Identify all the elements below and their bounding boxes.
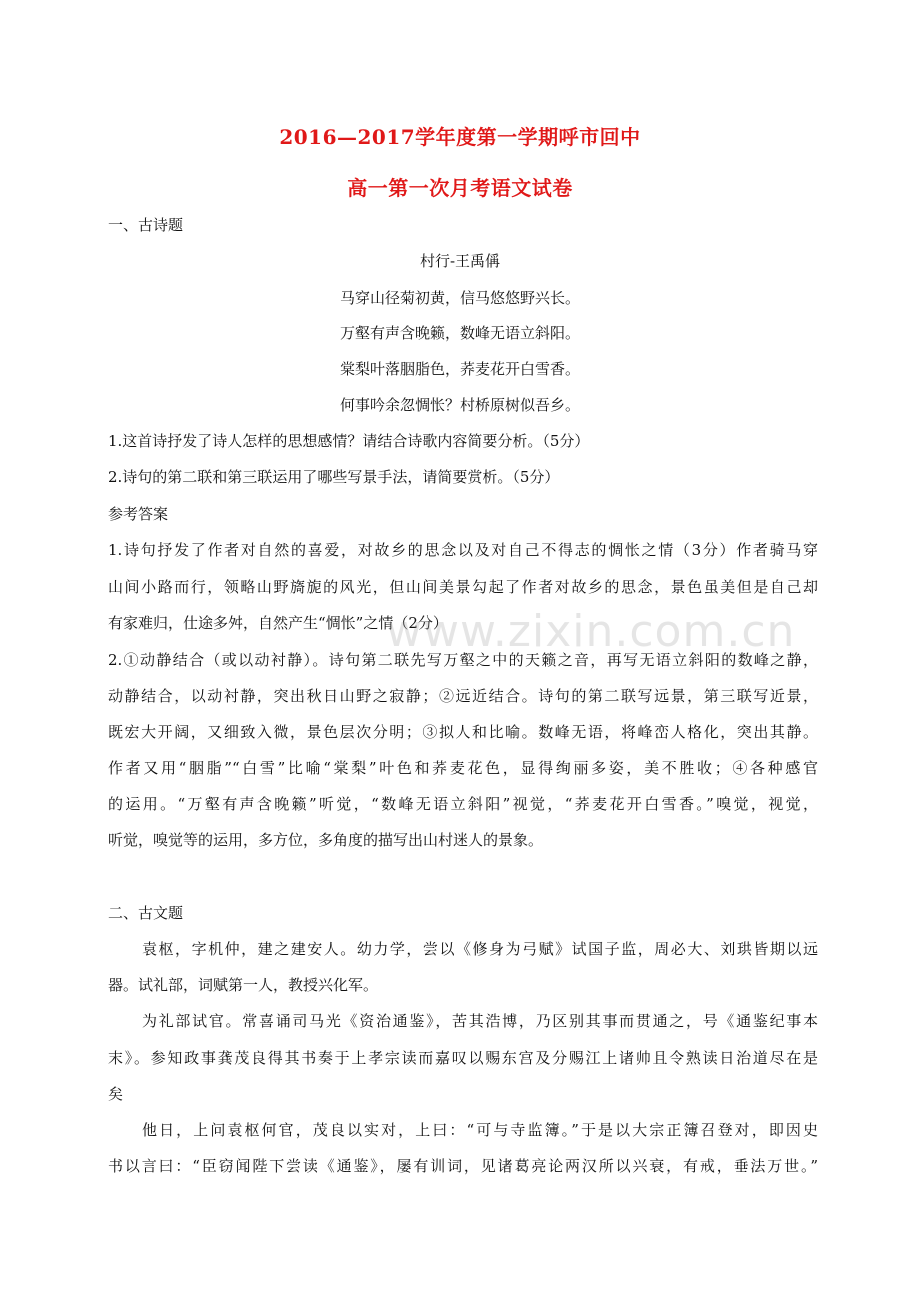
answer2-line: 2.①动静结合（或以动衬静）。诗句第二联先写万壑之中的天籁之音，再写无语立斜阳的数峰之静， — [108, 651, 818, 669]
question-2: 2.诗句的第二联和第三联运用了哪些写景手法，请简要赏析。（5分） — [108, 468, 560, 486]
section-heading-poetry: 一、古诗题 — [108, 216, 184, 234]
poem-title: 村行-王禹偁 — [419, 252, 501, 270]
watermark: www.zixin.com.cn — [386, 606, 796, 657]
answer2-line: 既宏大开阔，又细致入微，景色层次分明；③拟人和比喻。数峰无语，将峰峦人格化，突出其静。 — [108, 723, 818, 741]
answer-heading: 参考答案 — [108, 505, 169, 523]
poem-line: 棠梨叶落胭脂色，荞麦花开白雪香。 — [339, 360, 580, 378]
prose-para2-line: 矣 — [108, 1085, 124, 1103]
exam-title-line2: 高一第一次月考语文试卷 — [347, 176, 573, 200]
poem-line: 马穿山径菊初黄，信马悠悠野兴长。 — [339, 289, 580, 307]
prose-para3-line: 他日，上问袁枢何官，茂良以实对，上曰：“可与寺监簿。”于是以大宗正簿召登对，即因史 — [142, 1121, 818, 1139]
prose-para1-line: 器。试礼部，词赋第一人，教授兴化军。 — [108, 976, 379, 994]
answer2-line: 动静结合，以动衬静，突出秋日山野之寂静；②远近结合。诗句的第二联写远景，第三联写近景， — [108, 687, 818, 705]
prose-para3-line: 书以言曰：“臣窃闻陛下尝读《通鉴》，屡有训词，见诸葛亮论两汉所以兴衰，有戒，垂法万世。” — [108, 1157, 818, 1175]
answer2-line: 作者又用“胭脂”“白雪”比喻“棠梨”叶色和荞麦花色，显得绚丽多姿，美不胜收；④各种感官 — [108, 759, 818, 777]
poem-line: 何事吟余忽惆怅？村桥原树似吾乡。 — [339, 396, 580, 414]
answer1-line: 有家难归，仕途多舛，自然产生“惆怅”之情（2分） — [108, 614, 448, 632]
exam-title-line1: 2016—2017学年度第一学期呼市回中 — [279, 125, 641, 149]
answer1-line: 1.诗句抒发了作者对自然的喜爱，对故乡的思念以及对自己不得志的惆怅之情（3分）作者骑马穿 — [108, 541, 818, 559]
question-1: 1.这首诗抒发了诗人怎样的思想感情？请结合诗歌内容简要分析。（5分） — [108, 432, 590, 450]
poem-line: 万壑有声含晚籁，数峰无语立斜阳。 — [339, 324, 580, 342]
prose-para1-line: 袁枢，字机仲，建之建安人。幼力学，尝以《修身为弓赋》试国子监，周必大、刘珙皆期以远 — [142, 940, 818, 958]
section-heading-prose: 二、古文题 — [108, 904, 184, 922]
prose-para2-line: 末》。参知政事龚茂良得其书奏于上孝宗读而嘉叹以赐东宫及分赐江上诸帅且令熟读日治道尽在是 — [108, 1049, 818, 1067]
answer2-line: 的运用。“万壑有声含晚籁”听觉，“数峰无语立斜阳”视觉，“荞麦花开白雪香。”嗅觉，视觉， — [108, 795, 818, 813]
answer1-line: 山间小路而行，领略山野旖旎的风光，但山间美景勾起了作者对故乡的思念，景色虽美但是自己却 — [108, 578, 818, 596]
prose-para2-line: 为礼部试官。常喜诵司马光《资治通鉴》，苦其浩博，乃区别其事而贯通之，号《通鉴纪事本 — [142, 1012, 818, 1030]
answer2-line: 听觉，嗅觉等的运用，多方位，多角度的描写出山村迷人的景象。 — [108, 831, 544, 849]
